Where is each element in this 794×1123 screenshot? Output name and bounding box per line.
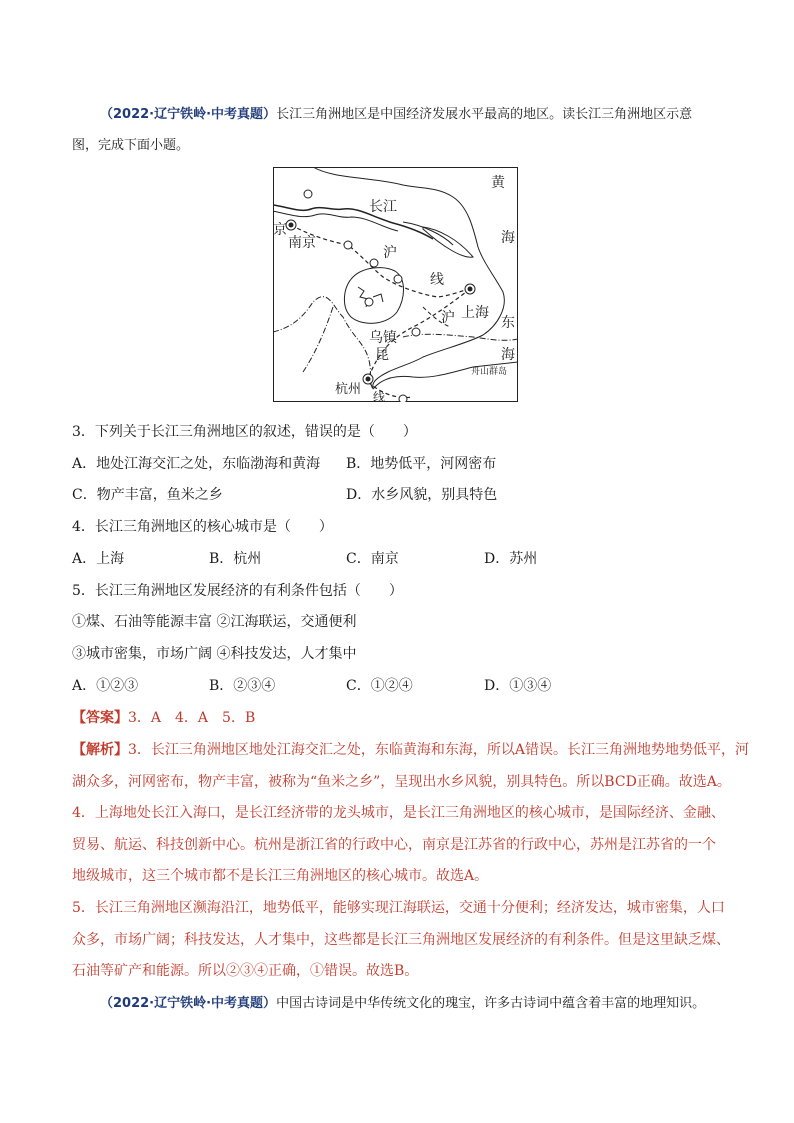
q3-option-c[interactable]: C．物产丰富，鱼米之乡 (72, 487, 223, 503)
analysis-line-6: 5．长江三角洲地区濒海沿江，地势低平，能够实现江海联运，交通十分便利；经济发达，城市密集，人口 (72, 900, 725, 916)
map-label-kun: 昆 (375, 347, 389, 363)
map-label-shanghai: 上海 (461, 305, 489, 321)
analysis-tag: 【解析】 (72, 742, 128, 758)
intro-text: 长江三角洲地区是中国经济发展水平最高的地区。读长江三角洲地区示意 (276, 107, 693, 122)
analysis-text-1: 3．长江三角洲地区地处江海交汇之处，东临黄海和东海，所以A错误。长江三角洲地势地势低平，河 (128, 742, 750, 758)
q3-option-a[interactable]: A．地处江海交汇之处，东临渤海和黄海 (72, 456, 321, 472)
q4-option-b[interactable]: B．杭州 (209, 551, 262, 567)
map-label-xian-1: 线 (430, 272, 444, 288)
next-question-text: 中国古诗词是中华传统文化的瑰宝，许多古诗词中蕴含着丰富的地理知识。 (276, 996, 706, 1011)
q5-option-b[interactable]: B．②③④ (209, 678, 276, 694)
q3-option-d[interactable]: D．水乡风貌，别具特色 (346, 487, 498, 503)
question-intro (100, 103, 692, 122)
map-label-wu: 乌 (369, 330, 383, 346)
map-label-hai-1: 海 (501, 230, 515, 246)
question-source: （2022·辽宁铁岭·中考真题） (100, 107, 277, 122)
q4-option-a[interactable]: A．上海 (72, 551, 125, 567)
analysis-line-8: 石油等矿产和能源。所以②③④正确，①错误。故选B。 (72, 963, 419, 979)
intro-text-2: 图，完成下面小题。 (72, 138, 190, 153)
analysis-line-4: 贸易、航运、科技创新中心。杭州是浙江省的行政中心，南京是江苏省的行政中心，苏州是江苏省的一个 (72, 837, 716, 853)
next-question-intro (100, 992, 705, 1011)
map-label-hangzhou: 杭州 (335, 382, 362, 397)
q5-statements-1: ①煤、石油等能源丰富 ②江海联运，交通便利 (72, 614, 357, 630)
analysis-line-1 (72, 739, 749, 759)
map-label-hu-1: 沪 (383, 245, 397, 261)
answer-tag: 【答案】 (72, 710, 128, 726)
q5-option-c[interactable]: C．①②④ (346, 678, 413, 694)
map-label-jing: 京 (273, 222, 287, 238)
map-label-nanjing: 南京 (288, 235, 316, 251)
q5-option-d[interactable]: D．①③④ (484, 678, 552, 694)
map-label-changjiang: 长江 (369, 199, 397, 215)
analysis-line-2: 湖众多，河网密布，物产丰富，被称为“鱼米之乡”，呈现出水乡风貌，别具特色。所以BCD正确。故选A。 (72, 774, 731, 790)
map-label-hu-2: 沪 (441, 310, 455, 326)
next-question-source: （2022·辽宁铁岭·中考真题） (100, 996, 277, 1011)
map-label-zhen: 镇 (383, 330, 397, 346)
answer-line (72, 707, 255, 727)
map-label-zhoushan: 舟山群岛 (471, 367, 508, 377)
map-label-huang: 黄 (491, 175, 505, 191)
q5-statements-2: ③城市密集，市场广阔 ④科技发达，人才集中 (72, 646, 357, 662)
analysis-line-5: 地级城市，这三个城市都不是长江三角洲地区的核心城市。故选A。 (72, 868, 489, 884)
analysis-line-3: 4．上海地处长江入海口，是长江经济带的龙头城市，是长江三角洲地区的核心城市，是国际经济、金融、 (72, 805, 725, 821)
q4-option-d[interactable]: D．苏州 (484, 551, 538, 567)
analysis-line-7: 众多，市场广阔；科技发达，人才集中，这些都是长江三角洲地区发展经济的有利条件。但是这里缺乏煤、 (72, 932, 730, 948)
q4-option-c[interactable]: C．南京 (346, 551, 399, 567)
q5-option-a[interactable]: A．①②③ (72, 678, 139, 694)
q5-stem: 5．长江三角洲地区发展经济的有利条件包括（ ） (72, 583, 403, 599)
map-label-hai-2: 海 (501, 347, 515, 363)
q4-stem: 4．长江三角洲地区的核心城市是（ ） (72, 519, 333, 535)
q3-option-b[interactable]: B．地势低平，河网密布 (346, 456, 497, 472)
answer-text: 3．A 4．A 5．B (128, 710, 256, 726)
yangtze-delta-map (273, 167, 518, 402)
q3-stem: 3．下列关于长江三角洲地区的叙述，错误的是（ ） (72, 424, 417, 440)
map-label-dong: 东 (501, 315, 515, 331)
map-label-xian-2: 线 (373, 390, 386, 402)
